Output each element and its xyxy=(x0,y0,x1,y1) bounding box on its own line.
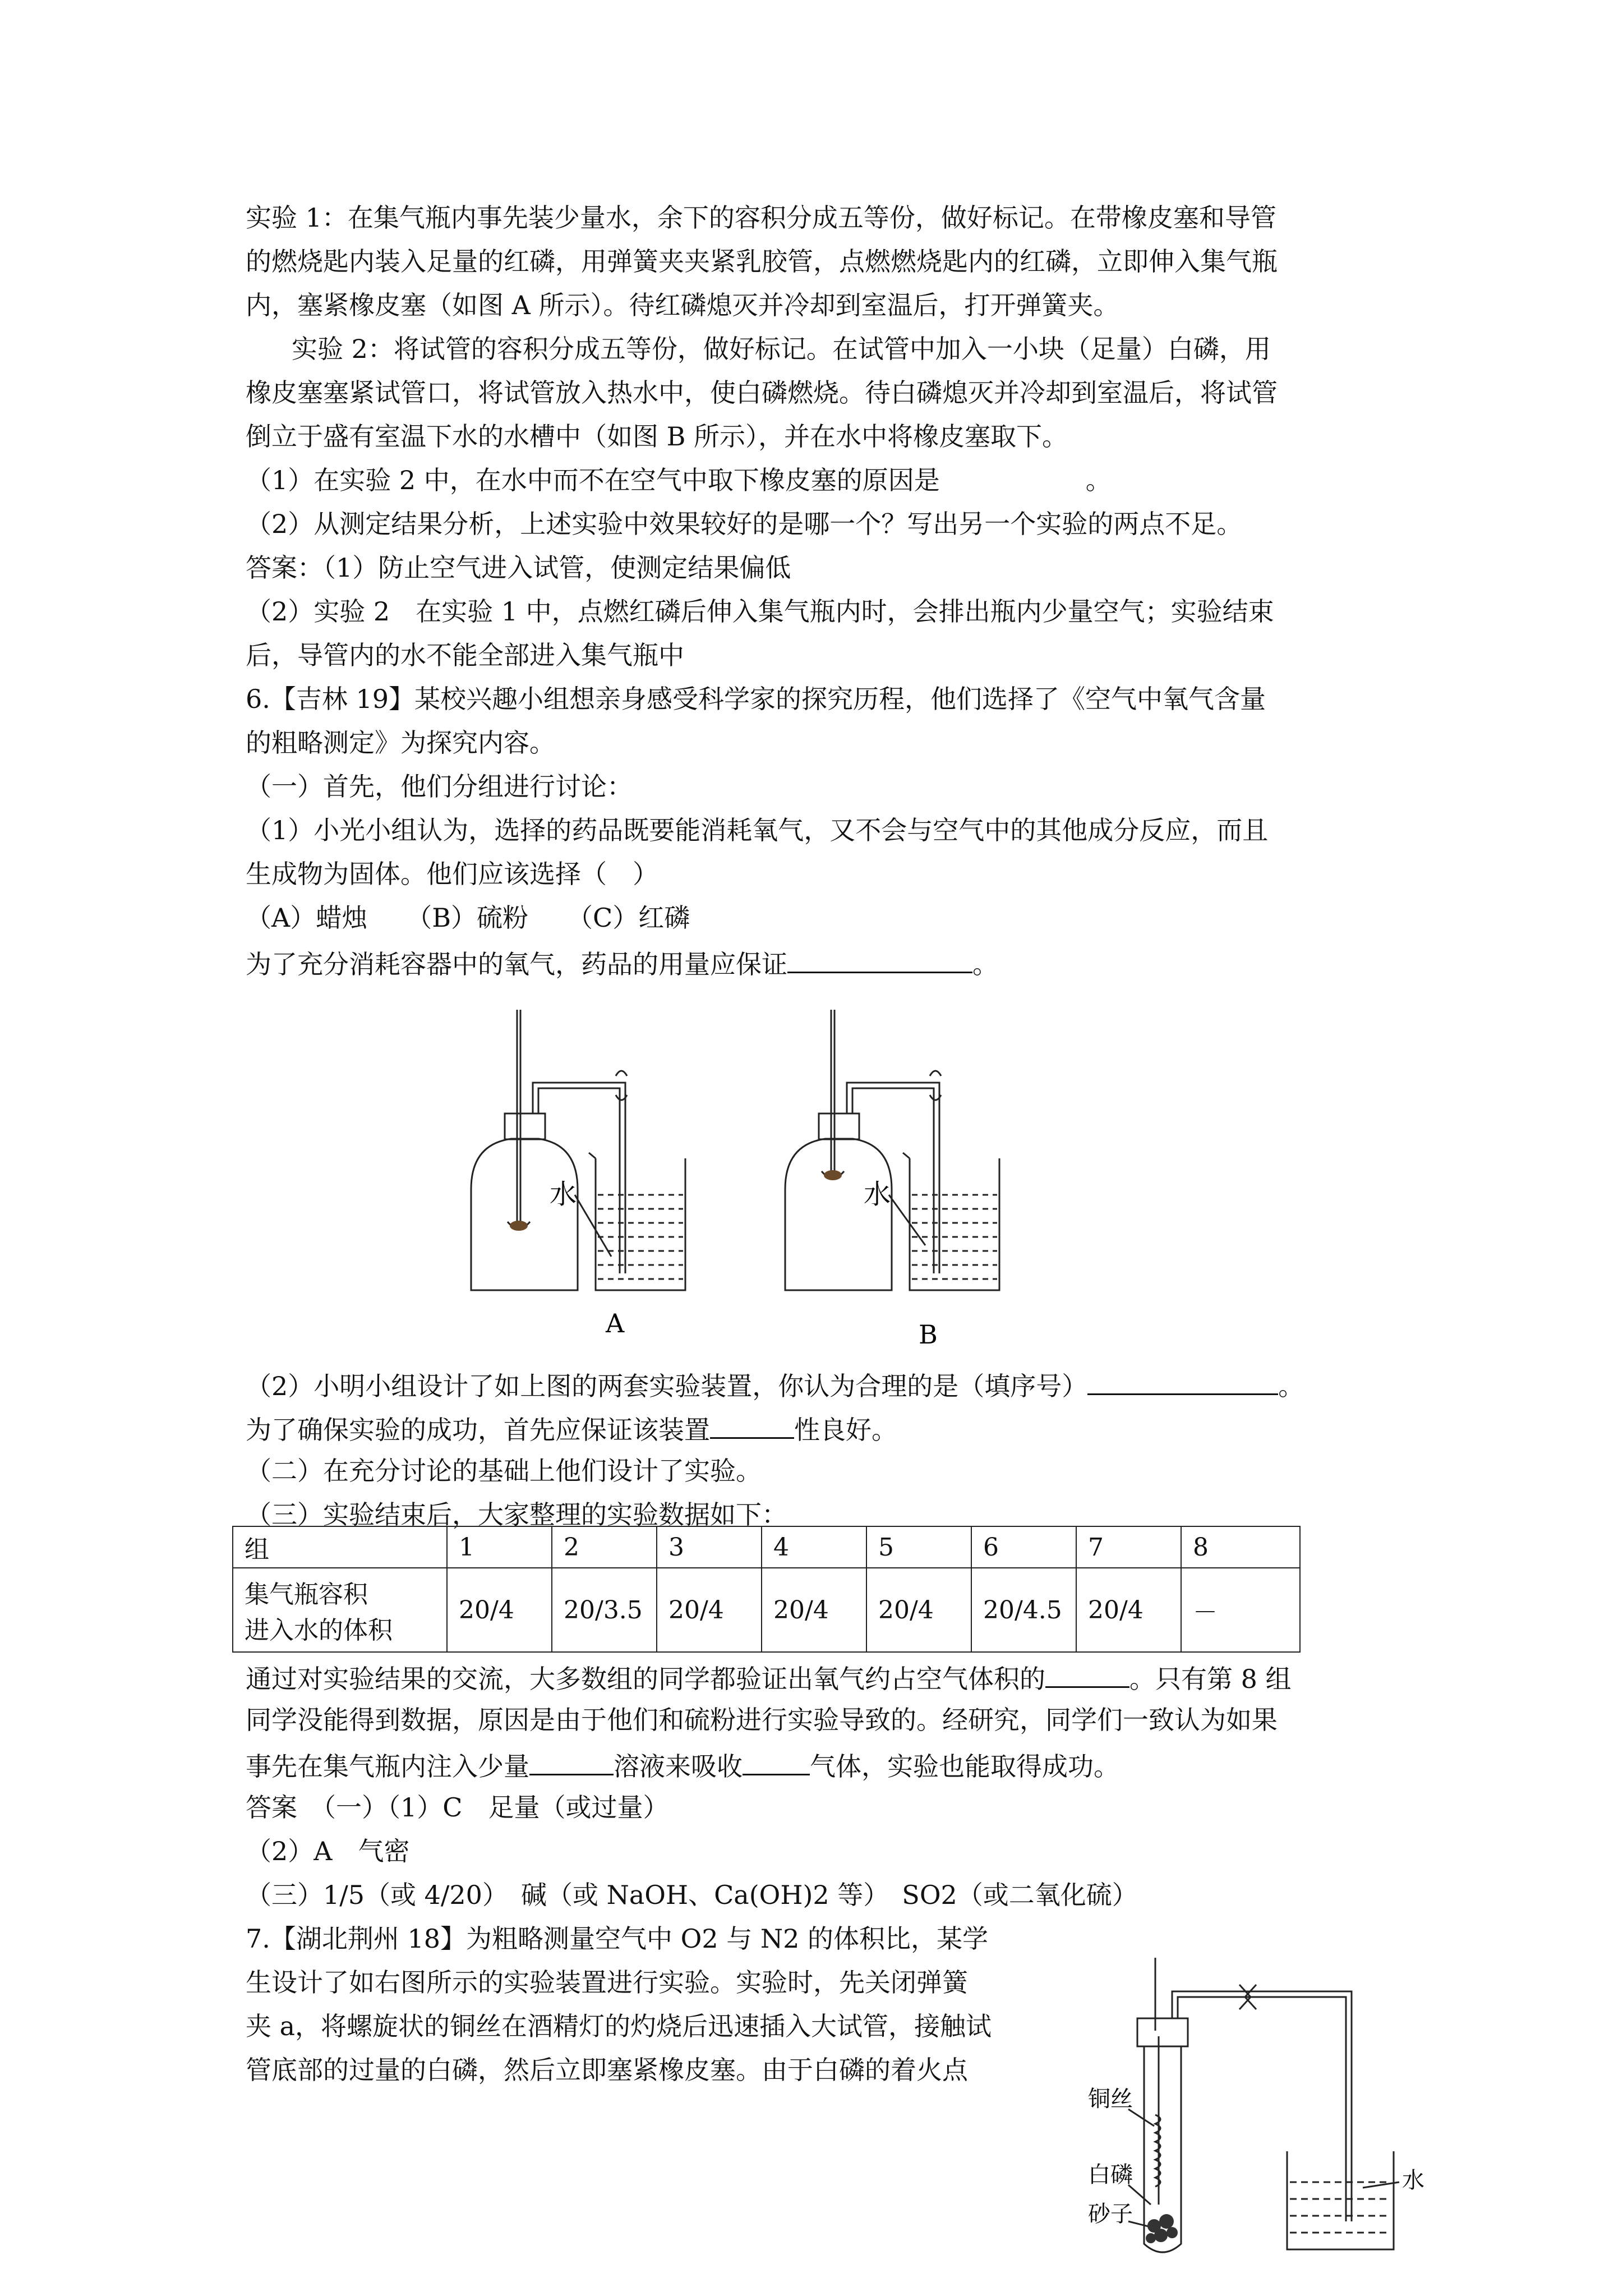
copper-wire-label: 铜丝 xyxy=(1088,2086,1133,2112)
table-cell: 20/4 xyxy=(657,1568,762,1652)
text-line: 橡皮塞塞紧试管口，将试管放入热水中，使白磷燃烧。待白磷熄灭并冷却到室温后，将试管 xyxy=(246,378,1278,408)
rubber-stopper xyxy=(1137,2018,1188,2046)
table-cell: 20/4 xyxy=(866,1568,971,1652)
text-line: 管底部的过量的白磷，然后立即塞紧橡皮塞。由于白磷的着火点 xyxy=(246,2055,968,2085)
figure-label-b: B xyxy=(919,1319,938,1350)
table-cell: 组 xyxy=(233,1526,447,1568)
experiment-data-table xyxy=(232,1526,1301,1653)
apparatus-diagram xyxy=(449,1010,1122,1358)
table-cell: 20/4.5 xyxy=(971,1568,1076,1652)
table-cell: 1 xyxy=(447,1526,552,1568)
table-cell: 6 xyxy=(971,1526,1076,1568)
text-line: 倒立于盛有室温下水的水槽中（如图 B 所示），并在水中将橡皮塞取下。 xyxy=(246,421,1068,452)
text-line: （三）实验结束后，大家整理的实验数据如下： xyxy=(246,1499,787,1530)
question-text: 事先在集气瓶内注入少量 xyxy=(246,1751,529,1782)
question-end: 。 xyxy=(1085,465,1112,495)
table-cell: 20/4 xyxy=(762,1568,866,1652)
table-cell: 8 xyxy=(1181,1526,1300,1568)
test-tube-apparatus-figure xyxy=(1088,1958,1436,2272)
question-line xyxy=(246,1659,1292,1696)
apparatus-figure-ab xyxy=(449,1010,1122,1358)
text-line: （2）从测定结果分析，上述实验中效果较好的是哪一个？写出另一个实验的两点不足。 xyxy=(246,509,1243,539)
beaker-b xyxy=(903,1153,999,1290)
rubber-stopper-a xyxy=(505,1114,545,1139)
table-cell: 20/4 xyxy=(1076,1568,1181,1652)
table-cell: 2 xyxy=(552,1526,657,1568)
water-label: 水 xyxy=(1402,2168,1424,2193)
delivery-tube-a xyxy=(533,1083,625,1273)
table-cell: － xyxy=(1181,1568,1300,1652)
test-tube-diagram xyxy=(1088,1958,1436,2272)
answer-line: （2）实验 2 在实验 1 中，点燃红磷后伸入集气瓶内时，会排出瓶内少量空气；实验结束 xyxy=(246,596,1274,627)
answer-line: 答案：（1）防止空气进入试管，使测定结果偏低 xyxy=(246,553,791,583)
fill-blank xyxy=(787,945,972,973)
text-line: 的燃烧匙内装入足量的红磷，用弹簧夹夹紧乳胶管，点燃燃烧匙内的红磷，立即伸入集气瓶 xyxy=(246,246,1278,277)
text-line: 实验 1：在集气瓶内事先装少量水，余下的容积分成五等份，做好标记。在带橡皮塞和导管 xyxy=(246,203,1276,233)
table-row-label xyxy=(233,1568,447,1652)
question-line xyxy=(246,945,998,981)
gas-bottle-a xyxy=(471,1139,578,1290)
water-pointer-a xyxy=(575,1195,611,1257)
table-cell: 20/3.5 xyxy=(552,1568,657,1652)
table-header-row xyxy=(233,1526,1300,1568)
water-label-b: 水 xyxy=(864,1179,891,1210)
text-line: 同学没能得到数据，原因是由于他们和硫粉进行实验导致的。经研究，同学们一致认为如果 xyxy=(246,1705,1278,1735)
rubber-stopper-b xyxy=(819,1114,859,1139)
table-cell: 5 xyxy=(866,1526,971,1568)
figure-label-a: A xyxy=(606,1308,625,1338)
text-line: 生设计了如右图所示的实验装置进行实验。实验时，先关闭弹簧 xyxy=(246,1967,968,1998)
text-line: （1）小光小组认为，选择的药品既要能消耗氧气，又不会与空气中的其他成分反应，而且 xyxy=(246,815,1269,845)
answer-line: 后，导管内的水不能全部进入集气瓶中 xyxy=(246,640,684,670)
text-line: （二）在充分讨论的基础上他们设计了实验。 xyxy=(246,1456,762,1486)
water-label-a: 水 xyxy=(550,1179,577,1210)
question-end: 。 xyxy=(1278,1371,1304,1401)
table-row xyxy=(233,1568,1300,1652)
answer-line: （2）A 气密 xyxy=(246,1836,410,1866)
text-line: 内，塞紧橡皮塞（如图 A 所示）。待红磷熄灭并冷却到室温后，打开弹簧夹。 xyxy=(246,290,1119,320)
question-text: （2）小明小组设计了如上图的两套实验装置，你认为合理的是（填序号） xyxy=(246,1371,1088,1401)
question-text: 溶液来吸收 xyxy=(614,1751,743,1782)
beaker-a xyxy=(589,1153,685,1290)
text-line: （一）首先，他们分组进行讨论： xyxy=(246,771,633,802)
question-text: 通过对实验结果的交流，大多数组的同学都验证出氧气约占空气体积的 xyxy=(246,1664,1045,1694)
question-line xyxy=(246,1747,1119,1783)
table-cell: 20/4 xyxy=(447,1568,552,1652)
row-label-line1: 集气瓶容积 xyxy=(245,1580,368,1609)
fill-blank xyxy=(743,1747,810,1775)
table-cell: 7 xyxy=(1076,1526,1181,1568)
answer-line: （三）1/5（或 4/20） 碱（或 NaOH、Ca(OH)2 等） SO2（或二氧化硫） xyxy=(246,1880,1138,1910)
row-label-line2: 进入水的体积 xyxy=(245,1616,393,1645)
table-cell: 3 xyxy=(657,1526,762,1568)
sand-label: 砂子 xyxy=(1088,2201,1133,2227)
table-cell: 4 xyxy=(762,1526,866,1568)
white-phosphorus-lumps xyxy=(1146,2214,1178,2243)
red-phosphorus-b xyxy=(824,1170,842,1180)
question-heading: 6.【吉林 19】某校兴趣小组想亲身感受科学家的探究历程，他们选择了《空气中氧气含量 xyxy=(246,684,1266,714)
water-pointer-b xyxy=(889,1195,925,1245)
white-phosphorus-label: 白磷 xyxy=(1088,2162,1133,2188)
question-end: 。 xyxy=(972,949,998,979)
question-text: 性良好。 xyxy=(794,1415,897,1445)
gas-bottle-b xyxy=(785,1139,892,1290)
delivery-tube xyxy=(1172,1991,1352,2221)
question-line xyxy=(246,463,1112,497)
text-line: 夹 a，将螺旋状的铜丝在酒精灯的灼烧后迅速插入大试管，接触试 xyxy=(246,2011,992,2041)
question-text: 为了充分消耗容器中的氧气，药品的用量应保证 xyxy=(246,949,787,979)
fill-blank xyxy=(1087,1366,1278,1395)
question-heading: 7.【湖北荆州 18】为粗略测量空气中 O2 与 N2 的体积比，某学 xyxy=(246,1924,989,1954)
question-line xyxy=(246,1366,1304,1403)
question-line xyxy=(246,1410,897,1447)
options-line: （A）蜡烛 （B）硫粉 （C）红磷 xyxy=(246,903,690,933)
question-text: 。只有第 8 组 xyxy=(1129,1664,1292,1694)
red-phosphorus-a xyxy=(510,1221,528,1231)
fill-blank xyxy=(1045,1659,1129,1688)
beaker xyxy=(1287,2151,1394,2249)
text-line: 生成物为固体。他们应该选择（ ） xyxy=(246,859,658,889)
text-line: 实验 2：将试管的容积分成五等份，做好标记。在试管中加入一小块（足量）白磷，用 xyxy=(292,334,1271,364)
text-line: 的粗略测定》为探究内容。 xyxy=(246,728,555,758)
answer-line: 答案 （一）（1）C 足量（或过量） xyxy=(246,1792,669,1823)
fill-blank xyxy=(710,1410,794,1439)
fill-blank xyxy=(529,1747,614,1775)
question-text: （1）在实验 2 中，在水中而不在空气中取下橡皮塞的原因是 xyxy=(246,465,940,495)
question-text: 为了确保实验的成功，首先应保证该装置 xyxy=(246,1415,710,1445)
question-text: 气体，实验也能取得成功。 xyxy=(810,1751,1119,1782)
